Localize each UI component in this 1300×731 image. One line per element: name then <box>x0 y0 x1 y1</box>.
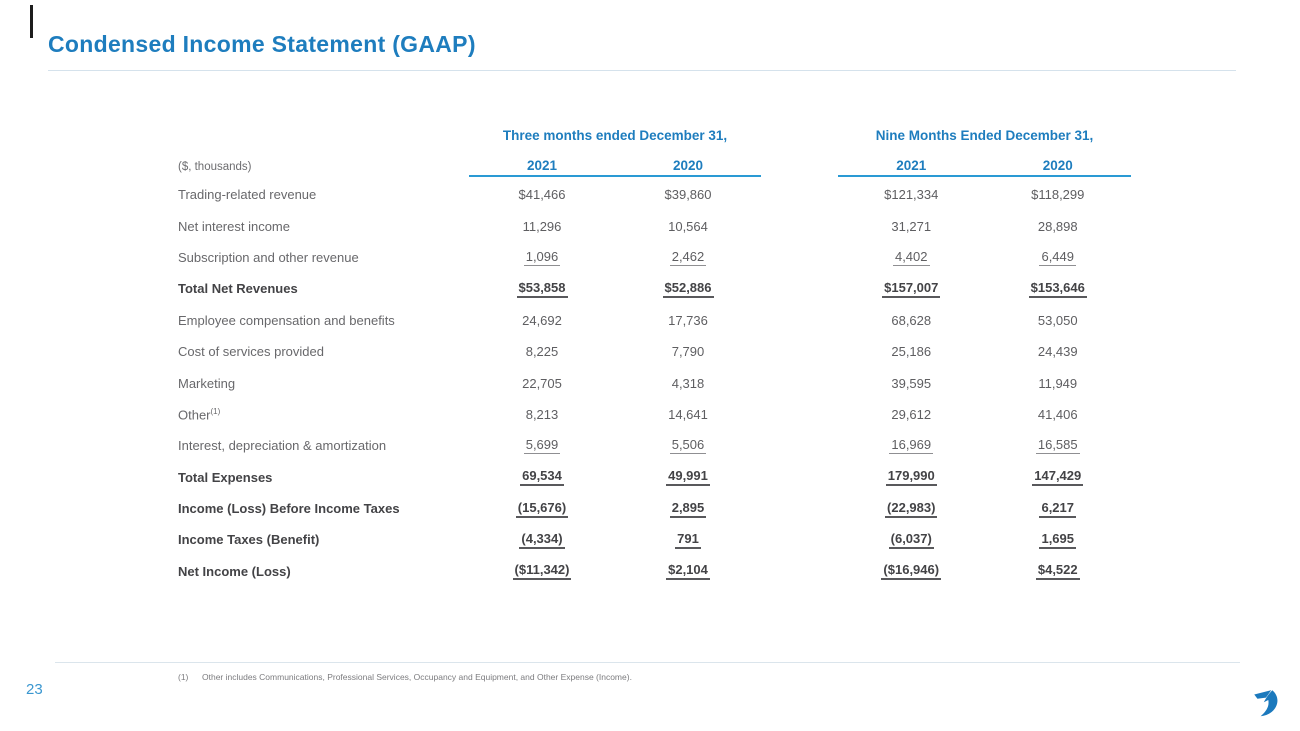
row-value <box>838 500 985 518</box>
row-value <box>615 468 761 486</box>
table-row <box>0 556 1300 587</box>
value-text: 1,096 <box>525 248 559 264</box>
page-title: Condensed Income Statement (GAAP) <box>48 31 476 57</box>
value-text: 10,564 <box>668 218 708 234</box>
row-label: Trading-related revenue <box>178 187 317 203</box>
row-value <box>985 344 1132 359</box>
value-text: 8,225 <box>525 344 559 360</box>
value-text: 68,628 <box>891 312 932 328</box>
row-label: Income Taxes (Benefit) <box>178 532 320 548</box>
row-value <box>469 437 615 454</box>
value-text: 31,271 <box>891 218 932 234</box>
row-value <box>469 280 615 298</box>
row-value <box>985 437 1132 454</box>
table-row <box>0 430 1300 461</box>
row-label: Income (Loss) Before Income Taxes <box>178 501 400 517</box>
value-text: 4,402 <box>894 248 928 264</box>
value-text: 11,949 <box>1038 375 1078 391</box>
footnote <box>178 672 632 682</box>
row-value <box>615 187 761 202</box>
row-value <box>838 562 985 580</box>
row-value <box>469 562 615 580</box>
value-text: $118,299 <box>1031 187 1085 203</box>
value-text: 53,050 <box>1037 312 1078 328</box>
row-value <box>615 407 761 422</box>
table-row <box>0 179 1300 210</box>
row-value <box>838 437 985 454</box>
row-label: Interest, depreciation & amortization <box>178 438 387 454</box>
row-label: Net interest income <box>178 218 290 234</box>
row-value <box>615 437 761 454</box>
value-text: ($16,946) <box>881 562 941 580</box>
company-logo-icon <box>1250 687 1284 721</box>
row-label: Total Expenses <box>178 469 273 485</box>
table-row <box>0 242 1300 273</box>
value-text: 41,406 <box>1037 406 1078 422</box>
header-underline-nine-months <box>838 175 1131 177</box>
row-value <box>469 468 615 486</box>
value-text: $153,646 <box>1029 280 1087 298</box>
row-value <box>838 376 985 391</box>
value-text: 6,449 <box>1041 248 1075 264</box>
row-value <box>985 407 1132 422</box>
table-row <box>0 210 1300 241</box>
row-value <box>838 219 985 234</box>
row-label: Cost of services provided <box>178 344 324 360</box>
footer-divider <box>55 662 1240 663</box>
value-text: 11,296 <box>522 218 562 234</box>
row-label: Total Net Revenues <box>178 281 298 297</box>
row-value <box>469 313 615 328</box>
unit-label: ($, thousands) <box>178 161 252 173</box>
year-header-3m-2020: 2020 <box>672 158 704 173</box>
row-label: Employee compensation and benefits <box>178 312 395 328</box>
value-text: 147,429 <box>1032 468 1083 486</box>
value-text: 2,462 <box>671 248 705 264</box>
row-value <box>985 249 1132 266</box>
value-text: $4,522 <box>1036 562 1080 580</box>
value-text: 28,898 <box>1037 218 1078 234</box>
value-text: 16,969 <box>891 437 932 453</box>
row-value <box>469 344 615 359</box>
table-row <box>0 524 1300 555</box>
row-value <box>615 531 761 549</box>
row-value <box>985 280 1132 298</box>
row-label: Net Income (Loss) <box>178 563 291 579</box>
value-text: (4,334) <box>519 531 564 549</box>
row-value <box>469 376 615 391</box>
row-value <box>615 249 761 266</box>
value-text: 24,439 <box>1037 344 1078 360</box>
row-value <box>615 344 761 359</box>
row-value <box>985 219 1132 234</box>
table-row <box>0 462 1300 493</box>
row-value <box>469 531 615 549</box>
row-value <box>985 468 1132 486</box>
value-text: 2,895 <box>670 500 707 518</box>
table-row <box>0 273 1300 304</box>
row-value <box>985 313 1132 328</box>
value-text: $53,858 <box>517 280 568 298</box>
row-value <box>615 280 761 298</box>
value-text: $157,007 <box>882 280 940 298</box>
row-value <box>838 187 985 202</box>
value-text: 179,990 <box>886 468 937 486</box>
table-row <box>0 305 1300 336</box>
row-value <box>985 376 1132 391</box>
value-text: 17,736 <box>668 312 708 328</box>
row-value <box>838 407 985 422</box>
page-number: 23 <box>26 681 43 698</box>
value-text: 791 <box>675 531 701 549</box>
value-text: $121,334 <box>884 187 939 203</box>
period-group-three-months: Three months ended December 31, <box>502 128 728 143</box>
value-text: 49,991 <box>666 468 710 486</box>
period-group-header-row <box>0 128 1300 143</box>
value-text: 5,699 <box>525 437 559 453</box>
value-text: 14,641 <box>668 406 708 422</box>
table-row <box>0 493 1300 524</box>
value-text: 8,213 <box>525 406 559 422</box>
year-header-9m-2020: 2020 <box>1042 158 1073 173</box>
row-value <box>469 500 615 518</box>
table-row <box>0 367 1300 398</box>
value-text: 7,790 <box>671 344 705 360</box>
row-value <box>838 313 985 328</box>
row-value <box>615 500 761 518</box>
row-value <box>615 313 761 328</box>
value-text: 1,695 <box>1039 531 1076 549</box>
value-text: 39,595 <box>891 375 932 391</box>
footnote-text: Other includes Communications, Professional Services, Occupancy and Equipment, and Other Expense (Income). <box>202 672 632 682</box>
value-text: 29,612 <box>891 406 932 422</box>
value-text: (22,983) <box>885 500 937 518</box>
value-text: $2,104 <box>666 562 710 580</box>
value-text: 16,585 <box>1037 437 1078 453</box>
value-text: 6,217 <box>1039 500 1076 518</box>
row-value <box>469 219 615 234</box>
row-value <box>985 187 1132 202</box>
table-row <box>0 336 1300 367</box>
value-text: 25,186 <box>891 344 932 360</box>
year-header-row <box>0 153 1300 173</box>
table-rows <box>0 179 1300 587</box>
title-divider <box>48 70 1236 71</box>
row-value <box>838 531 985 549</box>
text-cursor-mark <box>30 5 33 38</box>
footnote-reference: (1) <box>210 406 221 416</box>
value-text: 24,692 <box>522 312 562 328</box>
row-value <box>985 531 1132 549</box>
value-text: $39,860 <box>664 187 712 203</box>
year-header-3m-2021: 2021 <box>526 158 558 173</box>
row-value <box>985 562 1132 580</box>
row-value <box>838 249 985 266</box>
value-text: 69,534 <box>520 468 564 486</box>
header-underline-three-months <box>469 175 761 177</box>
row-value <box>615 219 761 234</box>
value-text: 4,318 <box>671 375 705 391</box>
row-label: Subscription and other revenue <box>178 249 359 265</box>
table-row <box>0 399 1300 430</box>
row-value <box>469 407 615 422</box>
value-text: $52,886 <box>663 280 714 298</box>
footnote-marker: (1) <box>178 672 189 682</box>
row-value <box>469 187 615 202</box>
row-label: Marketing <box>178 375 236 391</box>
value-text: ($11,342) <box>513 562 572 580</box>
row-label: Other$^{(1)}$ <box>178 406 221 423</box>
period-group-nine-months: Nine Months Ended December 31, <box>875 128 1094 143</box>
row-value <box>985 500 1132 518</box>
row-value <box>838 280 985 298</box>
row-value <box>838 344 985 359</box>
value-text: 5,506 <box>671 437 705 453</box>
row-value <box>469 249 615 266</box>
row-value <box>615 562 761 580</box>
value-text: (6,037) <box>889 531 934 549</box>
row-value <box>615 376 761 391</box>
row-value <box>838 468 985 486</box>
value-text: (15,676) <box>516 500 568 518</box>
value-text: $41,466 <box>518 187 566 203</box>
value-text: 22,705 <box>522 375 562 391</box>
year-header-9m-2021: 2021 <box>896 158 927 173</box>
